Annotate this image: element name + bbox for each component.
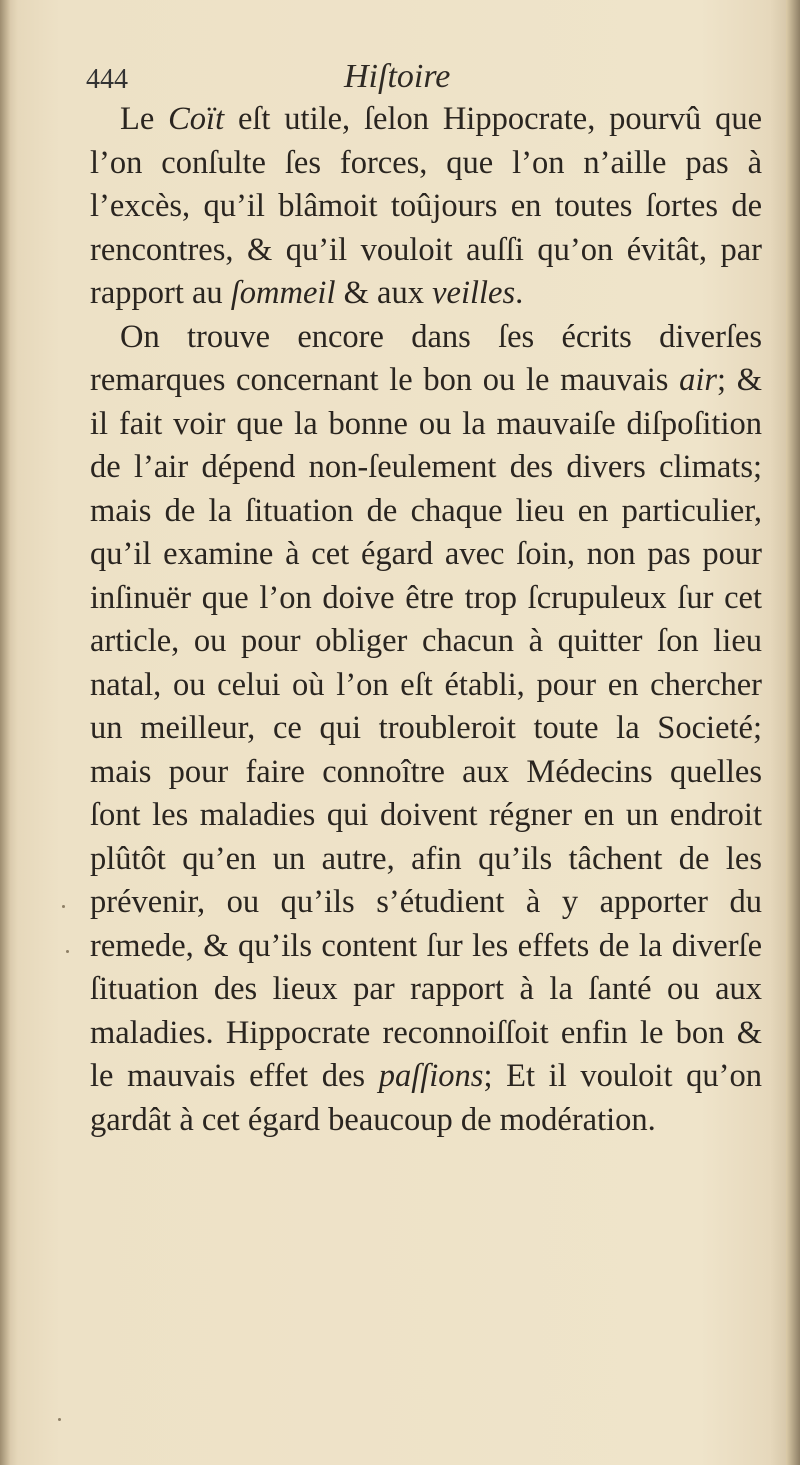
- paragraph-2: [90, 316, 762, 1143]
- page-header: [86, 58, 766, 102]
- italic-term-veilles: veilles: [432, 275, 516, 311]
- paper-speck: [58, 1418, 61, 1421]
- text-run: ; & il fait voir que la bonne ou la mauvaiſe diſpoſition de l’air dépend non-ſeulement des divers climats; mais de la ſituation de chaque lieu en particulier, qu’il examine à cet égard avec ſoin, non pas pour inſinuër que l’on doive être trop ſcrupuleux ſur cet article, ou pour obliger chacun à quitter ſon lieu natal, ou celui où l’on eſt établi, pour en chercher un meilleur, ce qui troubleroit toute la Societé; mais pour faire connoître aux Médecins quelles ſont les maladies qui doivent régner en un endroit plûtôt qu’en un autre, afin qu’ils tâchent de les prévenir, ou qu’ils s’étudient à y apporter du remede, & qu’ils content ſur les effets de la diverſe ſituation des lieux par rapport à la ſanté ou aux maladies. Hippocrate reconnoiſſoit enfin le bon & le mauvais effet des: [90, 362, 762, 1094]
- paper-speck: [66, 950, 69, 953]
- italic-term-passions: paſſions: [378, 1058, 484, 1094]
- page-number: 444: [86, 64, 128, 95]
- paper-speck: [62, 905, 65, 908]
- page-gutter-shadow: [0, 0, 10, 1465]
- page-edge-shadow: [786, 0, 800, 1465]
- text-run: ; Et il vouloit qu’on gardât à cet égard beaucoup de modération.: [90, 1058, 762, 1138]
- text-run: .: [515, 275, 524, 311]
- body-text: [90, 98, 762, 1142]
- italic-term-sommeil: ſommeil: [230, 275, 336, 311]
- italic-term-air: air: [679, 362, 718, 398]
- paragraph-1: [90, 98, 762, 316]
- text-run: On trouve encore dans ſes écrits diverſes remarques concernant le bon ou le mauvais: [90, 318, 762, 398]
- text-run: & aux: [335, 275, 433, 311]
- running-title: Hiſtoire: [344, 58, 451, 95]
- text-run: Le: [120, 101, 169, 137]
- italic-term-coit: Coït: [168, 101, 225, 137]
- text-run: eſt utile, ſelon Hippocrate, pourvû que l’on conſulte ſes forces, que l’on n’aille pas à l’excès, qu’il blâmoit toûjours en toutes ſortes de rencontres, & qu’il vouloit auſſi qu’on évitât, par rapport au: [90, 101, 763, 311]
